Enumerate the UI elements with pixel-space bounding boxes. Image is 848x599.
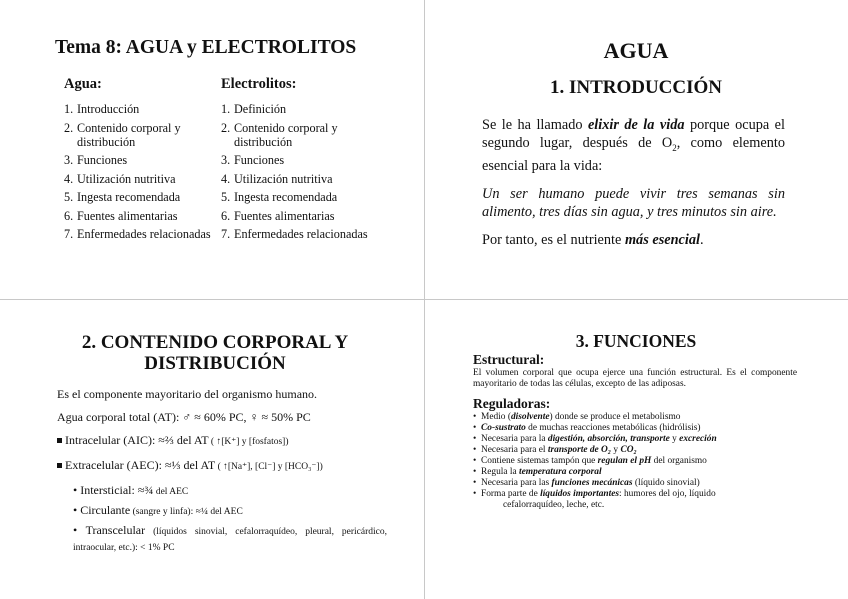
intro-paragraph: Se le ha llamado elixir de la vida porque ocupa el segundo lugar, después de $O_2$, como elemento esencial para la vida: xyxy=(482,117,785,174)
topic-list-item xyxy=(221,102,371,116)
agua-column xyxy=(64,76,214,246)
topic-list-item xyxy=(221,121,371,149)
topic-list-item xyxy=(221,227,371,241)
topic-list-item xyxy=(64,190,214,204)
estructural-text: El volumen corporal que ocupa ejerce una función estructural. Es el componente mayoritario de todas las células, excepto de las adiposas. xyxy=(473,368,797,389)
topic-number: 1. xyxy=(64,102,74,116)
topic-list-item xyxy=(64,102,214,116)
topic-number: 1. xyxy=(221,102,231,116)
topic-label: Funciones xyxy=(77,153,128,167)
topic-list-item xyxy=(64,227,214,241)
topic-number: 2. xyxy=(64,120,74,135)
function-item: • Necesaria para las funciones mecánicas (líquido sinovial) xyxy=(473,478,700,488)
topic-label: Contenido corporal y distribución xyxy=(234,120,338,149)
function-item: • Medio (disolvente) donde se produce el metabolismo xyxy=(473,412,681,422)
slide4-body xyxy=(473,352,797,511)
topic-number: 6. xyxy=(221,208,231,223)
topic-list-item xyxy=(64,172,214,186)
topic-number: 3. xyxy=(64,153,74,167)
electrolitos-column xyxy=(221,76,371,246)
topic-label: Definición xyxy=(234,102,287,116)
function-item: • Necesaria para la digestión, absorción, transporte y excreción xyxy=(473,434,717,444)
reguladoras-heading: Reguladoras: xyxy=(473,396,551,411)
topic-list-item xyxy=(221,209,371,223)
total-water-line: Agua corporal total (AT): ♂ ≈ 60% PC, ♀ ≈ 50% PC xyxy=(57,410,311,424)
topic-list-item xyxy=(221,153,371,167)
slide3-body xyxy=(57,387,387,555)
topic-label: Fuentes alimentarias xyxy=(234,208,335,223)
horizontal-divider xyxy=(0,299,848,300)
topic-list-item xyxy=(64,153,214,167)
topic-label: Funciones xyxy=(234,153,285,167)
function-item: • Forma parte de líquidos importantes: humores del ojo, líquido xyxy=(473,489,716,499)
topic-label: Fuentes alimentarias xyxy=(77,208,178,223)
topic-list-item xyxy=(221,172,371,186)
quote-paragraph: Un ser humano puede vivir tres semanas sin alimento, tres días sin agua, y tres minutos sin aire. xyxy=(482,185,785,220)
function-item: • Contiene sistemas tampón que regulan el pH del organismo xyxy=(473,456,707,466)
topic-number: 5. xyxy=(221,190,231,204)
topic-number: 2. xyxy=(221,120,231,135)
topic-label: Utilización nutritiva xyxy=(77,171,176,186)
slide2-subtitle: 1. INTRODUCCIÓN xyxy=(549,77,723,98)
circulating-line: • Circulante (sangre y linfa): ≈¼ del AEC xyxy=(73,503,243,517)
agua-list xyxy=(64,102,214,241)
function-item-continuation: cefalorraquídeo, leche, etc. xyxy=(503,500,605,510)
topic-number: 4. xyxy=(221,171,231,186)
slide2-body xyxy=(482,116,785,259)
transcellular-line: • Transcelular (líquidos sinovial, cefalorraquídeo, pleural, pericárdico, intraocular, etc.): < 1% PC xyxy=(73,523,388,553)
function-item: • Co-sustrato de muchas reacciones metabólicas (hidrólisis) xyxy=(473,423,701,433)
intro-line: Es el componente mayoritario del organismo humano. xyxy=(57,387,318,401)
slide2-title: AGUA xyxy=(603,38,669,63)
electrolitos-heading: Electrolitos: xyxy=(221,76,297,92)
slide3-title: 2. CONTENIDO CORPORAL Y DISTRIBUCIÓN xyxy=(81,332,349,374)
topic-number: 7. xyxy=(64,227,74,241)
topic-number: 4. xyxy=(64,171,74,186)
topic-label: Contenido corporal y distribución xyxy=(77,120,181,149)
topic-label: Ingesta recomendada xyxy=(77,190,181,204)
slide4-title: 3. FUNCIONES xyxy=(575,331,697,351)
topic-number: 7. xyxy=(221,227,231,241)
topic-number: 6. xyxy=(64,208,74,223)
agua-heading: Agua: xyxy=(64,76,102,92)
intracellular-line: Intracelular (AIC): ≈⅔ del AT ( ↑[K⁺] y [fosfatos]) xyxy=(57,433,387,449)
topic-list-item xyxy=(64,209,214,223)
topic-number: 3. xyxy=(221,153,231,167)
extracellular-line: Extracelular (AEC): ≈⅓ del AT ( ↑[Na⁺], [Cl⁻] y [HCO₃⁻]) xyxy=(57,458,387,474)
topic-list-item xyxy=(221,190,371,204)
topic-label: Introducción xyxy=(77,102,140,116)
topic-label: Enfermedades relacionadas xyxy=(234,227,368,241)
topic-label: Enfermedades relacionadas xyxy=(77,227,211,241)
function-item: • Regula la temperatura corporal xyxy=(473,467,602,477)
conclusion-paragraph: Por tanto, es el nutriente más esencial. xyxy=(482,231,704,248)
topic-label: Utilización nutritiva xyxy=(234,171,333,186)
electrolitos-list xyxy=(221,102,371,241)
topic-list-item xyxy=(64,121,214,149)
function-item: • Necesaria para el transporte de O₂ y CO₂ xyxy=(473,445,637,455)
interstitial-line: • Intersticial: ≈¾ del AEC xyxy=(73,483,189,497)
estructural-heading: Estructural: xyxy=(473,352,545,367)
topic-number: 5. xyxy=(64,190,74,204)
slide1-title: Tema 8: AGUA y ELECTROLITOS xyxy=(55,37,357,58)
topic-label: Ingesta recomendada xyxy=(234,190,338,204)
